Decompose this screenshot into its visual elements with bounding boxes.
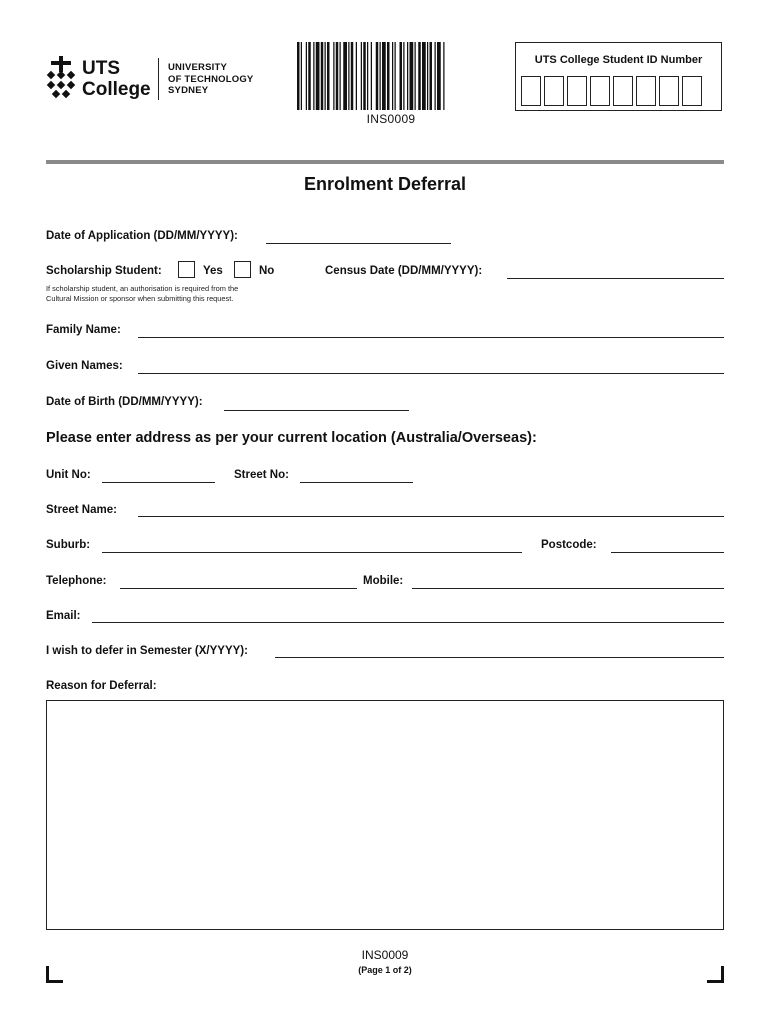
reason-for-deferral-label: Reason for Deferral: [46, 680, 157, 692]
student-id-cell[interactable] [682, 76, 702, 106]
logo-line-uts: UTS [82, 58, 120, 79]
logo-divider [158, 58, 159, 100]
logo-line-college: College [82, 79, 151, 100]
date-of-application-label: Date of Application (DD/MM/YYYY): [46, 230, 238, 242]
scholarship-no-label: No [259, 265, 275, 277]
uni-line-1: UNIVERSITY [168, 62, 228, 73]
student-id-cell[interactable] [613, 76, 633, 106]
street-no-label: Street No: [234, 469, 289, 481]
family-name-label: Family Name: [46, 324, 121, 336]
date-of-application-field[interactable] [266, 243, 451, 244]
uni-line-3: SYDNEY [168, 85, 209, 96]
scholarship-note-line-2: Cultural Mission or sponsor when submitting this request. [46, 294, 234, 303]
suburb-label: Suburb: [46, 539, 91, 551]
footer-form-code: INS0009 [361, 948, 409, 962]
corner-mark-bottom-left [46, 966, 63, 983]
scholarship-student-label: Scholarship Student: [46, 265, 162, 277]
footer-page-number: (Page 1 of 2) [358, 965, 412, 975]
scholarship-yes-label: Yes [203, 265, 223, 277]
defer-semester-field[interactable] [275, 657, 724, 658]
unit-no-label: Unit No: [46, 469, 91, 481]
scholarship-note [46, 284, 238, 304]
family-name-field[interactable] [138, 337, 724, 338]
form-title: Enrolment Deferral [303, 174, 467, 194]
census-date-field[interactable] [507, 278, 724, 279]
barcode [297, 42, 485, 110]
unit-no-field[interactable] [102, 482, 215, 483]
student-id-cells [521, 76, 702, 106]
student-id-cell[interactable] [567, 76, 587, 106]
university-name [168, 62, 253, 97]
student-id-cell[interactable] [544, 76, 564, 106]
reason-for-deferral-textarea[interactable] [46, 700, 724, 930]
postcode-label: Postcode: [541, 539, 597, 551]
email-field[interactable] [92, 622, 724, 623]
student-id-cell[interactable] [636, 76, 656, 106]
student-id-cell[interactable] [521, 76, 541, 106]
defer-semester-label: I wish to defer in Semester (X/YYYY): [46, 645, 248, 657]
student-id-title: UTS College Student ID Number [534, 54, 703, 66]
uts-college-logo [46, 56, 166, 104]
telephone-label: Telephone: [46, 575, 107, 587]
street-name-label: Street Name: [46, 504, 117, 516]
street-name-field[interactable] [138, 516, 724, 517]
given-names-field[interactable] [138, 373, 724, 374]
census-date-label: Census Date (DD/MM/YYYY): [325, 265, 483, 277]
scholarship-yes-checkbox[interactable] [178, 261, 195, 278]
street-no-field[interactable] [300, 482, 413, 483]
date-of-birth-field[interactable] [224, 410, 409, 411]
date-of-birth-label: Date of Birth (DD/MM/YYYY): [46, 396, 203, 408]
student-id-cell[interactable] [659, 76, 679, 106]
header-rule [46, 160, 724, 164]
student-id-box [515, 42, 722, 111]
uts-crest-icon [46, 56, 76, 102]
student-id-cell[interactable] [590, 76, 610, 106]
address-heading: Please enter address as per your current location (Australia/Overseas): [46, 430, 537, 446]
email-label: Email: [46, 610, 81, 622]
scholarship-note-line-1: If scholarship student, an authorisation is required from the [46, 284, 239, 293]
telephone-field[interactable] [120, 588, 357, 589]
corner-mark-bottom-right [707, 966, 724, 983]
scholarship-no-checkbox[interactable] [234, 261, 251, 278]
mobile-label: Mobile: [363, 575, 404, 587]
postcode-field[interactable] [611, 552, 724, 553]
given-names-label: Given Names: [46, 360, 123, 372]
mobile-field[interactable] [412, 588, 724, 589]
suburb-field[interactable] [102, 552, 522, 553]
barcode-label: INS0009 [366, 112, 416, 126]
uni-line-2: OF TECHNOLOGY [168, 73, 254, 85]
